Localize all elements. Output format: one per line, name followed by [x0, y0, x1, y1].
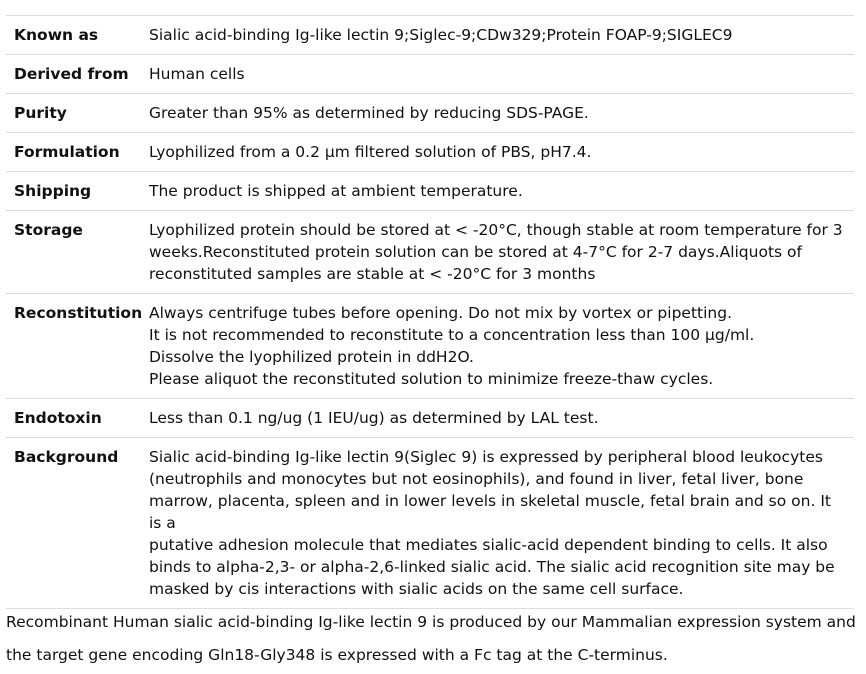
- spec-row: [6, 172, 854, 211]
- spec-table-body: [6, 16, 854, 609]
- spec-label: Storage: [6, 211, 148, 294]
- spec-value-line: Greater than 95% as determined by reducing SDS-PAGE.: [149, 104, 589, 122]
- spec-value-line: Less than 0.1 ng/ug (1 IEU/ug) as determined by LAL test.: [149, 409, 599, 427]
- product-spec-table: [6, 15, 854, 609]
- spec-value-line: reconstituted samples are stable at < -20°C for 3 months: [149, 265, 596, 283]
- spec-value-line: It is not recommended to reconstitute to a concentration less than 100 μg/ml.: [149, 326, 755, 344]
- spec-value-line: The product is shipped at ambient temperature.: [149, 182, 523, 200]
- spec-row: [6, 133, 854, 172]
- spec-value-line: weeks.Reconstituted protein solution can be stored at 4-7°C for 2-7 days.Aliquots of: [149, 243, 802, 261]
- spec-label: Known as: [6, 16, 148, 55]
- spec-label: Derived from: [6, 55, 148, 94]
- spec-value-line: Dissolve the lyophilized protein in ddH2O.: [149, 348, 474, 366]
- spec-label: Purity: [6, 94, 148, 133]
- spec-label: Reconstitution: [6, 294, 148, 399]
- spec-value-line: (neutrophils and monocytes but not eosinophils), and found in liver, fetal liver, bone: [149, 470, 804, 488]
- spec-label: Shipping: [6, 172, 148, 211]
- spec-value-line: marrow, placenta, spleen and in lower levels in skeletal muscle, fetal brain and so on. It is a: [149, 492, 831, 532]
- description-line: the target gene encoding Gln18-Gly348 is expressed with a Fc tag at the C-terminus.: [6, 646, 668, 664]
- spec-value-line: binds to alpha-2,3- or alpha-2,6-linked sialic acid. The sialic acid recognition site may be: [149, 558, 835, 576]
- spec-value-line: Human cells: [149, 65, 245, 83]
- spec-row: [6, 438, 854, 609]
- spec-value: [148, 16, 854, 55]
- product-description: [6, 606, 856, 672]
- spec-value: [148, 133, 854, 172]
- spec-row: [6, 55, 854, 94]
- spec-value: [148, 438, 854, 609]
- spec-value-line: Lyophilized from a 0.2 μm filtered solution of PBS, pH7.4.: [149, 143, 592, 161]
- spec-row: [6, 211, 854, 294]
- spec-value-line: Please aliquot the reconstituted solution to minimize freeze-thaw cycles.: [149, 370, 714, 388]
- description-line: Recombinant Human sialic acid-binding Ig-like lectin 9 is produced by our Mammalian expression system and: [6, 613, 856, 631]
- spec-label: Endotoxin: [6, 399, 148, 438]
- spec-value: [148, 172, 854, 211]
- spec-row: [6, 399, 854, 438]
- spec-value: [148, 94, 854, 133]
- spec-value: [148, 211, 854, 294]
- spec-value: [148, 399, 854, 438]
- spec-label: Background: [6, 438, 148, 609]
- spec-value-line: Sialic acid-binding Ig-like lectin 9(Siglec 9) is expressed by peripheral blood leukocytes: [149, 448, 823, 466]
- spec-value-line: Sialic acid-binding Ig-like lectin 9;Siglec-9;CDw329;Protein FOAP-9;SIGLEC9: [149, 26, 733, 44]
- spec-value-line: Always centrifuge tubes before opening. Do not mix by vortex or pipetting.: [149, 304, 732, 322]
- spec-row: [6, 16, 854, 55]
- spec-row: [6, 94, 854, 133]
- spec-value-line: Lyophilized protein should be stored at < -20°C, though stable at room temperature for 3: [149, 221, 843, 239]
- spec-row: [6, 294, 854, 399]
- spec-value-line: putative adhesion molecule that mediates sialic-acid dependent binding to cells. It also: [149, 536, 828, 554]
- spec-label: Formulation: [6, 133, 148, 172]
- spec-value: [148, 55, 854, 94]
- spec-value-line: masked by cis interactions with sialic acids on the same cell surface.: [149, 580, 684, 598]
- spec-value: [148, 294, 854, 399]
